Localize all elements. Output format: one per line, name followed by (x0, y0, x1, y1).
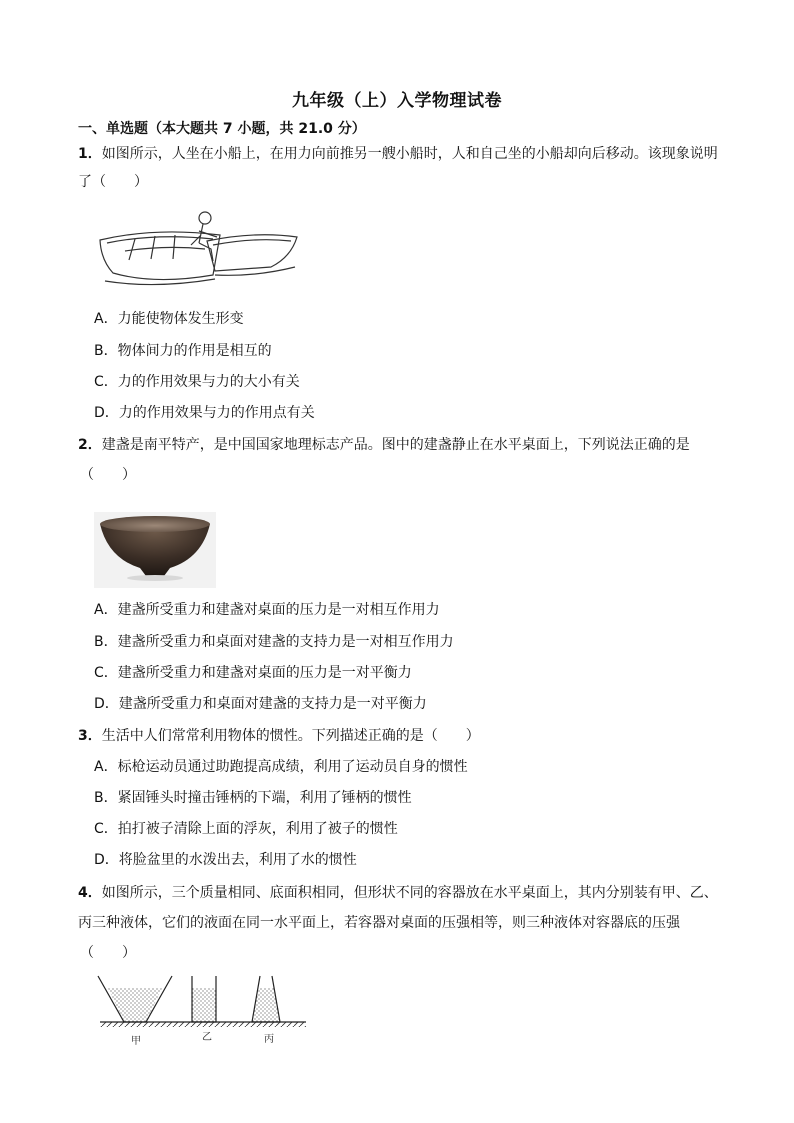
option-d: D．将脸盆里的水泼出去，利用了水的惯性 (94, 852, 357, 868)
option-c: C．拍打被子清除上面的浮灰，利用了被子的惯性 (94, 821, 398, 837)
question-text: 如图所示，三个质量相同、底面积相同，但形状不同的容器放在水平桌面上，其内分别装有甲、乙、 (101, 885, 718, 901)
question-number: 2． (78, 437, 102, 453)
page-title: 九年级（上）入学物理试卷 (292, 91, 502, 111)
question-text: 建盏是南平特产，是中国国家地理标志产品。图中的建盏静止在水平桌面上，下列说法正确的是 (101, 437, 690, 453)
option-a: A．标枪运动员通过助跑提高成绩，利用了运动员自身的惯性 (94, 759, 468, 775)
option-b: B．紧固锤头时撞击锤柄的下端，利用了锤柄的惯性 (94, 790, 412, 806)
label-yi: 乙 (202, 1032, 212, 1043)
question-4-stem-cont2: （ ） (80, 945, 136, 961)
option-b: B．建盏所受重力和桌面对建盏的支持力是一对相互作用力 (94, 634, 454, 650)
question-number: 1． (78, 146, 102, 162)
question-4-stem (78, 883, 718, 903)
question-1-stem-cont: 了（ ） (78, 174, 148, 190)
question-2-stem-cont: （ ） (80, 467, 136, 483)
question-2-stem (78, 435, 690, 455)
option-c: C．建盏所受重力和建盏对桌面的压力是一对平衡力 (94, 665, 412, 681)
label-jia: 甲 (131, 1036, 141, 1047)
question-number: 3． (78, 728, 102, 744)
option-a: A．建盏所受重力和建盏对桌面的压力是一对相互作用力 (94, 602, 440, 618)
option-d: D．建盏所受重力和桌面对建盏的支持力是一对平衡力 (94, 696, 427, 712)
boats-figure (95, 205, 305, 295)
question-3-stem (78, 726, 480, 746)
label-bing: 丙 (264, 1034, 274, 1045)
option-b: B．物体间力的作用是相互的 (94, 343, 272, 359)
option-d: D．力的作用效果与力的作用点有关 (94, 405, 315, 421)
question-1-stem (78, 144, 718, 164)
section-heading: 一、单选题（本大题共 7 小题，共 21.0 分） (78, 121, 366, 137)
option-a: A．力能使物体发生形变 (94, 311, 244, 327)
containers-figure (96, 972, 310, 1052)
question-text: 生活中人们常常利用物体的惯性。下列描述正确的是（ ） (101, 728, 480, 744)
option-c: C．力的作用效果与力的大小有关 (94, 374, 300, 390)
bowl-photo (94, 512, 216, 588)
question-number: 4． (78, 885, 102, 901)
question-4-stem-cont: 丙三种液体，它们的液面在同一水平面上，若容器对桌面的压强相等，则三种液体对容器底的压强 (78, 915, 680, 931)
question-text: 如图所示，人坐在小船上，在用力向前推另一艘小船时，人和自己坐的小船却向后移动。该现象说明 (101, 146, 718, 162)
